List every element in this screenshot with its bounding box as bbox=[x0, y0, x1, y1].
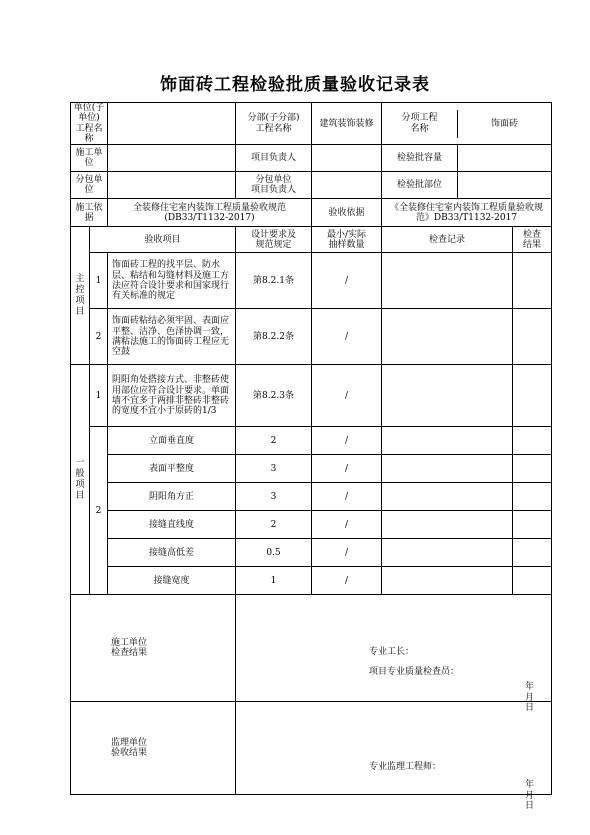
tolerance-sample: / bbox=[312, 483, 382, 511]
col-sample: 最小/实际 抽样数量 bbox=[312, 227, 382, 253]
tolerance-group-no: 2 bbox=[90, 427, 108, 595]
main-row-sample: / bbox=[312, 309, 382, 365]
general-row-no: 1 bbox=[90, 365, 108, 427]
batch-location-label: 检验批部位 bbox=[382, 172, 458, 198]
tolerance-result[interactable] bbox=[513, 427, 552, 455]
col-requirement: 设计要求及 规范规定 bbox=[236, 227, 312, 253]
batch-location-value[interactable] bbox=[458, 172, 551, 198]
basis-value: 全装修住宅室内装饰工程质量验收规范 (DB33/T1132-2017) bbox=[108, 199, 312, 227]
project-lead-value[interactable] bbox=[312, 145, 382, 172]
tolerance-name: 表面平整度 bbox=[108, 455, 236, 483]
tolerance-value: 0.5 bbox=[236, 539, 312, 567]
tolerance-sample: / bbox=[312, 427, 382, 455]
subcontractor-value[interactable] bbox=[108, 172, 236, 199]
contractor-value[interactable] bbox=[108, 145, 236, 172]
accept-basis-value: 《全装修住宅室内装饰工程质量验收规 范》DB33/T1132-2017 bbox=[382, 199, 552, 227]
general-row-record[interactable] bbox=[382, 365, 513, 427]
tolerance-sample: / bbox=[312, 567, 382, 595]
general-row-req: 第8.2.3条 bbox=[236, 365, 312, 427]
tolerance-record[interactable] bbox=[382, 427, 513, 455]
tolerance-record[interactable] bbox=[382, 539, 513, 567]
tolerance-record[interactable] bbox=[382, 511, 513, 539]
sub-lead-value[interactable] bbox=[312, 172, 382, 199]
general-row-text: 阴阳角处搭接方式、非整砖使用部位应符合设计要求。单面墙不宜多于两排非整砖非整砖的宽度不宜小于原砖的1/3 bbox=[108, 365, 236, 427]
supervisor-result-label: 监理单位 验收结果 bbox=[71, 702, 236, 795]
col-item: 验收项目 bbox=[90, 227, 236, 253]
main-row-record[interactable] bbox=[382, 253, 513, 309]
division-value: 建筑装饰装修 bbox=[312, 103, 382, 145]
tolerance-result[interactable] bbox=[513, 567, 552, 595]
batch-capacity-label: 检验批容量 bbox=[382, 145, 458, 171]
main-row-req: 第8.2.1条 bbox=[236, 253, 312, 309]
contractor-label: 施工单位 bbox=[71, 145, 108, 172]
contractor-result-label: 施工单位 检查结果 bbox=[71, 595, 236, 702]
main-items-label: 主 控 项 目 bbox=[71, 227, 90, 365]
tolerance-result[interactable] bbox=[513, 511, 552, 539]
subcontractor-label: 分包单位 bbox=[71, 172, 108, 199]
main-row-sample: / bbox=[312, 253, 382, 309]
tolerance-record[interactable] bbox=[382, 455, 513, 483]
tolerance-value: 2 bbox=[236, 511, 312, 539]
tolerance-result[interactable] bbox=[513, 483, 552, 511]
col-result: 检查 结果 bbox=[513, 227, 552, 253]
main-row-result[interactable] bbox=[513, 309, 552, 365]
batch-capacity-value[interactable] bbox=[458, 145, 551, 171]
tolerance-name: 立面垂直度 bbox=[108, 427, 236, 455]
tolerance-value: 3 bbox=[236, 483, 312, 511]
tolerance-result[interactable] bbox=[513, 539, 552, 567]
tolerance-value: 1 bbox=[236, 567, 312, 595]
unit-name-value[interactable] bbox=[108, 103, 236, 145]
foreman-label: 专业工长： bbox=[369, 647, 415, 658]
tolerance-record[interactable] bbox=[382, 567, 513, 595]
tolerance-name: 接缝宽度 bbox=[108, 567, 236, 595]
contractor-result-area[interactable] bbox=[236, 595, 552, 714]
project-lead-label: 项目负责人 bbox=[236, 145, 312, 172]
main-row-text: 饰面砖粘结必须牢固、表面应平整、洁净、色泽协调一致，满粘法施工的饰面砖工程应无空鼓 bbox=[108, 309, 236, 365]
tolerance-name: 接缝直线度 bbox=[108, 511, 236, 539]
basis-label: 施工依据 bbox=[71, 199, 108, 227]
supervisor-engineer-label: 专业监理工程师： bbox=[369, 762, 442, 773]
date-label: 年 月 日 bbox=[525, 780, 541, 812]
inspection-table bbox=[70, 102, 552, 812]
general-row-sample: / bbox=[312, 365, 382, 427]
supervisor-result-area[interactable] bbox=[236, 702, 552, 812]
main-row-record[interactable] bbox=[382, 309, 513, 365]
main-row-no: 1 bbox=[90, 253, 108, 309]
division-label: 分部(子分部) 工程名称 bbox=[236, 103, 312, 145]
tolerance-sample: / bbox=[312, 539, 382, 567]
col-record: 检查记录 bbox=[382, 227, 513, 253]
tolerance-name: 接缝高低差 bbox=[108, 539, 236, 567]
tolerance-value: 3 bbox=[236, 455, 312, 483]
date-label: 年 月 日 bbox=[525, 682, 541, 714]
tolerance-sample: / bbox=[312, 455, 382, 483]
general-items-label: 一 般 项 目 bbox=[71, 365, 90, 595]
page-title: 饰面砖工程检验批质量验收记录表 bbox=[160, 75, 430, 95]
unit-name-label: 单位(子单位) 工程名称 bbox=[71, 103, 108, 145]
subitem-value: 饰面砖 bbox=[491, 118, 519, 129]
tolerance-value: 2 bbox=[236, 427, 312, 455]
sub-lead-label: 分包单位 项目负责人 bbox=[236, 172, 312, 199]
main-row-result[interactable] bbox=[513, 253, 552, 309]
main-row-text: 饰面砖工程的找平层、防水层、粘结和勾缝材料及施工方法应符合设计要求和国家现行有关标准的规定 bbox=[108, 253, 236, 309]
general-row-result[interactable] bbox=[513, 365, 552, 427]
tolerance-result[interactable] bbox=[513, 455, 552, 483]
main-row-req: 第8.2.2条 bbox=[236, 309, 312, 365]
qc-inspector-label: 项目专业质量检查员： bbox=[369, 667, 460, 678]
main-row-no: 2 bbox=[90, 309, 108, 365]
tolerance-name: 阴阳角方正 bbox=[108, 483, 236, 511]
accept-basis-label: 验收依据 bbox=[312, 199, 382, 227]
tolerance-record[interactable] bbox=[382, 483, 513, 511]
subitem-label: 分项工程 名称 bbox=[382, 110, 458, 138]
tolerance-sample: / bbox=[312, 511, 382, 539]
